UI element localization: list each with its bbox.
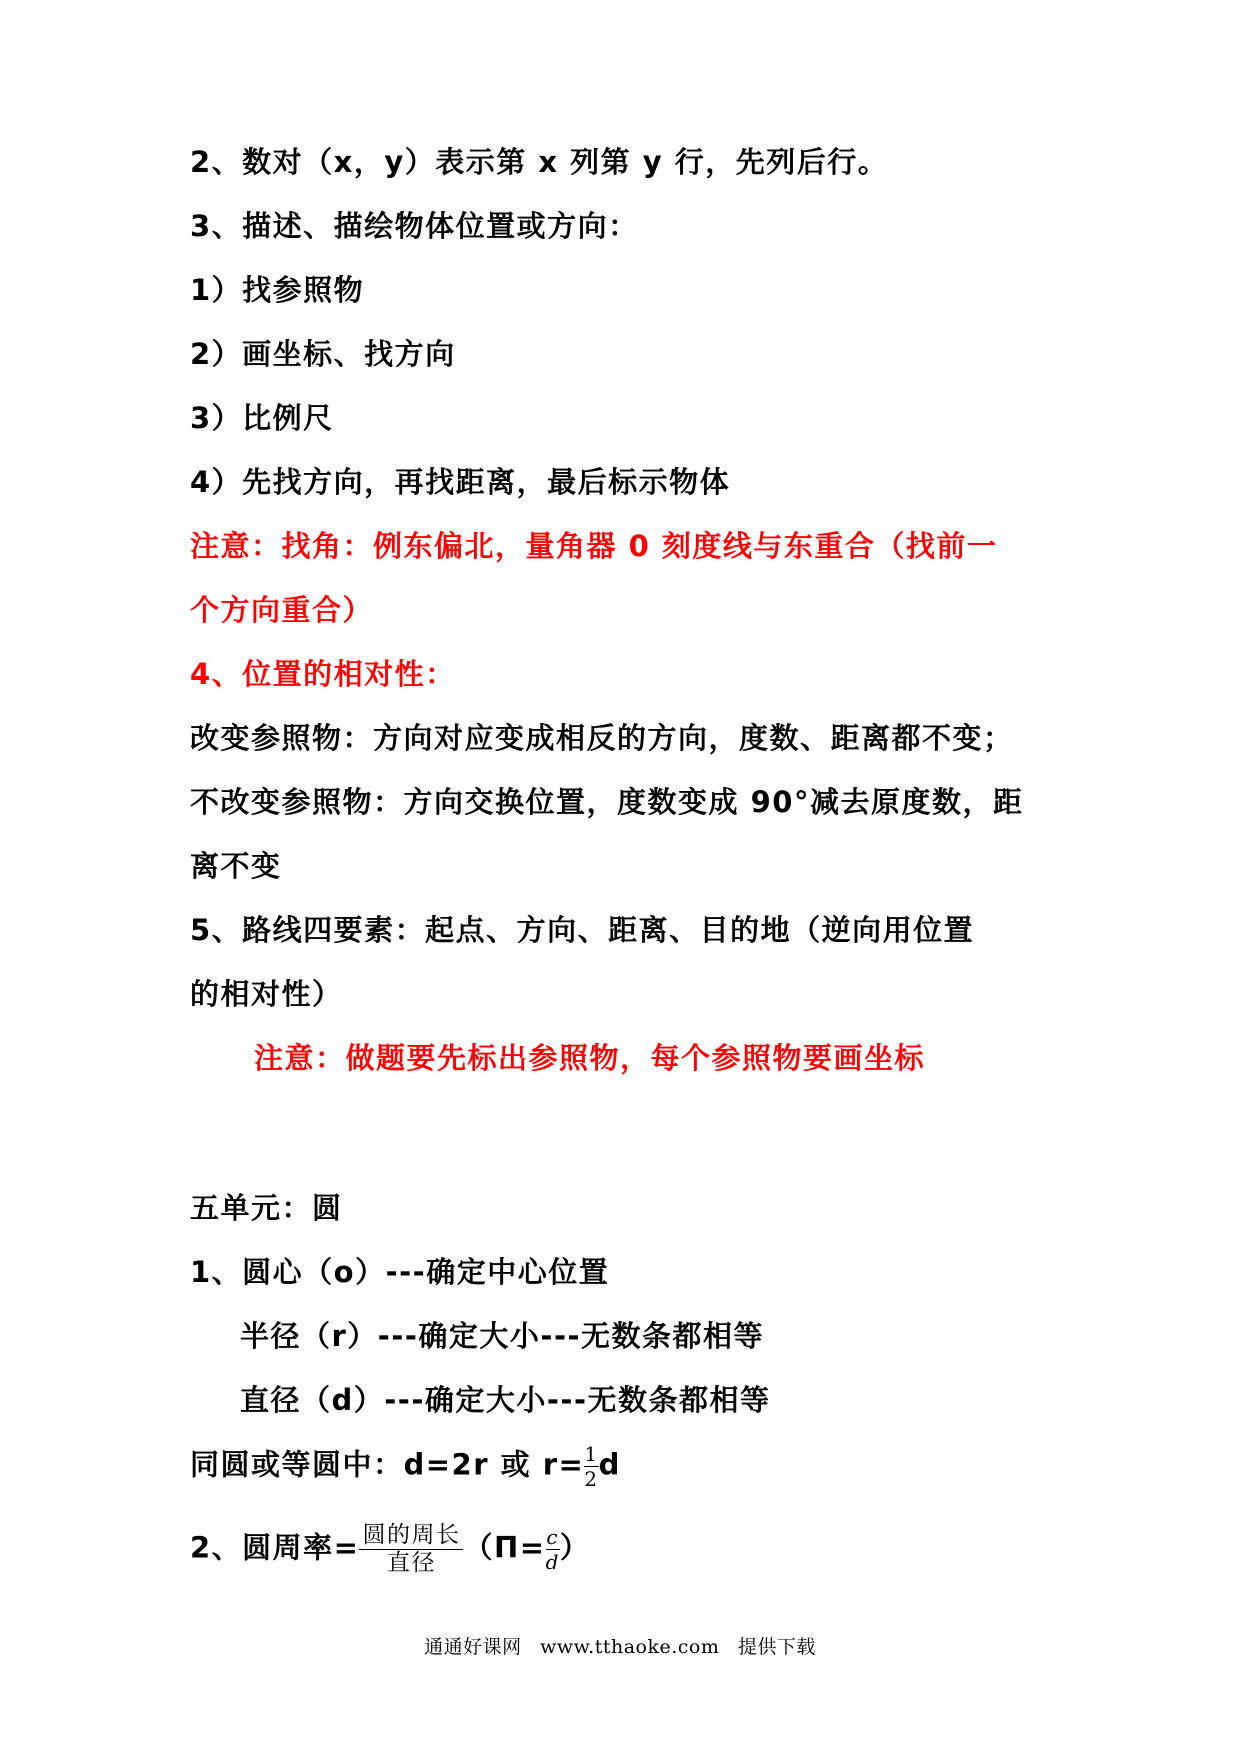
ratio-denominator: 直径 — [386, 1550, 436, 1576]
page-footer — [0, 1632, 1240, 1659]
relativity-keep-reference-line-1: 不改变参照物：方向交换位置，度数变成 90°减去原度数，距 — [190, 785, 1024, 819]
diameter-definition: 直径（d）---确定大小---无数条都相等 — [240, 1383, 771, 1417]
pi-symbol: Π= — [494, 1530, 546, 1565]
step-4: 4）先找方向，再找距离，最后标示物体 — [190, 465, 731, 499]
paren-open: （ — [463, 1530, 494, 1565]
step-1: 1）找参照物 — [190, 273, 365, 307]
diameter-radius-relation — [190, 1442, 621, 1491]
radius-definition: 半径（r）---确定大小---无数条都相等 — [240, 1319, 765, 1353]
c-numerator: c — [546, 1525, 560, 1549]
item-4-relativity-heading: 4、位置的相对性： — [190, 657, 456, 691]
relativity-change-reference: 改变参照物：方向对应变成相反的方向，度数、距离都不变； — [190, 721, 1014, 755]
circumference-over-diameter — [359, 1524, 463, 1575]
footer-site-name: 通通好课网 — [424, 1636, 522, 1658]
circle-center-definition: 1、圆心（o）---确定中心位置 — [190, 1255, 610, 1289]
item-5-route-elements-line-1: 5、路线四要素：起点、方向、距离、目的地（逆向用位置 — [190, 913, 975, 947]
note-draw-coordinates: 注意：做题要先标出参照物，每个参照物要画坐标 — [254, 1041, 926, 1075]
d-denominator: d — [545, 1550, 560, 1574]
step-3: 3）比例尺 — [190, 401, 334, 435]
relation-text: 同圆或等圆中：d=2r 或 r= — [190, 1447, 585, 1482]
fraction-one-half — [584, 1444, 598, 1489]
step-2: 2）画坐标、找方向 — [190, 337, 456, 371]
pi-definition — [190, 1522, 591, 1576]
footer-download-text: 提供下载 — [737, 1636, 816, 1658]
item-3-describe-position: 3、描述、描绘物体位置或方向： — [190, 209, 639, 243]
item-2-coordinate-pair: 2、数对（x，y）表示第 x 列第 y 行，先列后行。 — [190, 145, 889, 179]
item-5-route-elements-line-2: 的相对性） — [190, 977, 343, 1011]
fraction-denominator: 2 — [584, 1467, 599, 1491]
c-over-d — [546, 1527, 560, 1572]
footer-url[interactable]: www.tthaoke.com — [540, 1636, 720, 1658]
note-angle-line-1: 注意：找角：例东偏北，量角器 0 刻度线与东重合（找前一 — [190, 529, 998, 563]
relativity-keep-reference-line-2: 离不变 — [190, 849, 282, 883]
ratio-numerator: 圆的周长 — [362, 1522, 461, 1548]
fraction-numerator: 1 — [584, 1442, 599, 1466]
pi-definition-label: 2、圆周率= — [190, 1530, 360, 1565]
relation-suffix: d — [598, 1447, 621, 1482]
paren-close: ） — [559, 1530, 591, 1565]
unit-5-title: 五单元：圆 — [190, 1191, 343, 1225]
note-angle-line-2: 个方向重合） — [190, 593, 374, 627]
